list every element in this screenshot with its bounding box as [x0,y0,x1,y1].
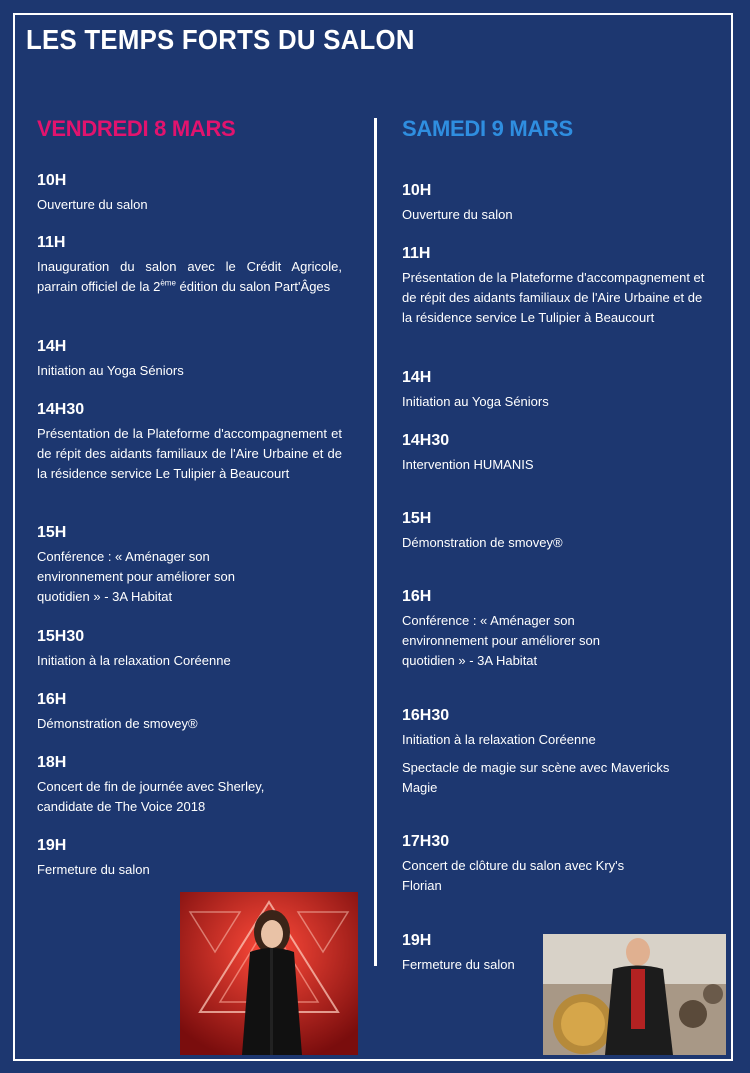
saturday-event [402,587,707,671]
page-title: LES TEMPS FORTS DU SALON [26,24,415,55]
event-time: 10H [37,172,67,189]
event-time: 16H [402,588,432,605]
event-description: Intervention HUMANIS [402,457,534,472]
friday-event [37,233,342,297]
friday-event [37,171,342,215]
event-description: Inauguration du salon avec le Crédit Agricole, parrain officiel de la 2ème édition du salon Part'Âges [37,259,342,294]
event-time: 15H [402,510,432,527]
friday-heading: VENDREDI 8 MARS [37,116,236,141]
singer-illustration [180,892,358,1055]
saturday-heading: SAMEDI 9 MARS [402,116,573,141]
friday-event [37,523,342,607]
friday-event [37,690,342,734]
event-description: Démonstration de smovey® [402,535,563,550]
saturday-event [402,706,707,798]
friday-event [37,337,342,381]
event-time: 14H30 [37,401,85,418]
event-description: Présentation de la Plateforme d'accompagnement et de répit des aidants familiaux de l'Aire Urbaine et de la résidence service Le Tulipier à Beaucourt [37,426,342,481]
event-description: Concert de fin de journée avec Sherley, candidate de The Voice 2018 [37,779,265,814]
event-description: Initiation à la relaxation Coréenne [402,732,596,747]
singer-photo [180,892,358,1055]
event-time: 19H [37,837,67,854]
event-description: Fermeture du salon [402,957,515,972]
friday-event [37,753,342,817]
event-description: Initiation au Yoga Séniors [402,394,549,409]
event-time: 14H30 [402,432,450,449]
saturday-event [402,368,707,412]
friday-column [37,116,342,877]
friday-event [37,836,342,880]
event-description: Conférence : « Aménager son environnement pour améliorer son quotidien » - 3A Habitat [402,613,600,668]
event-description: Concert de clôture du salon avec Kry's Florian [402,858,625,893]
saturday-event [402,832,707,896]
friday-event [37,400,342,484]
event-time: 16H [37,691,67,708]
event-time: 16H30 [402,707,450,724]
event-description: Initiation au Yoga Séniors [37,363,184,378]
event-time: 19H [402,932,432,949]
event-description: Fermeture du salon [37,862,150,877]
event-description: Ouverture du salon [402,207,513,222]
event-time: 17H30 [402,833,450,850]
event-time: 15H [37,524,67,541]
event-time: 14H [402,369,432,386]
event-time: 18H [37,754,67,771]
magician-illustration [543,934,726,1055]
event-time: 11H [402,245,431,262]
saturday-event [402,181,707,225]
saturday-column [402,116,707,972]
saturday-event [402,431,707,475]
event-time: 15H30 [37,628,85,645]
event-time: 11H [37,234,66,251]
magician-photo [543,934,726,1055]
friday-event [37,627,342,671]
saturday-event [402,509,707,553]
column-divider [374,118,377,966]
event-description: Démonstration de smovey® [37,716,198,731]
event-description: Initiation à la relaxation Coréenne [37,653,231,668]
event-description: Présentation de la Plateforme d'accompagnement et de répit des aidants familiaux de l'Aire Urbaine et de la résidence service Le Tulipier à Beaucourt [402,270,705,325]
event-description: Conférence : « Aménager son environnement pour améliorer son quotidien » - 3A Habitat [37,549,235,604]
saturday-event [402,244,707,328]
event-description: Spectacle de magie sur scène avec Mavericks Magie [402,760,670,795]
event-description: Ouverture du salon [37,197,148,212]
event-time: 10H [402,182,432,199]
event-time: 14H [37,338,67,355]
